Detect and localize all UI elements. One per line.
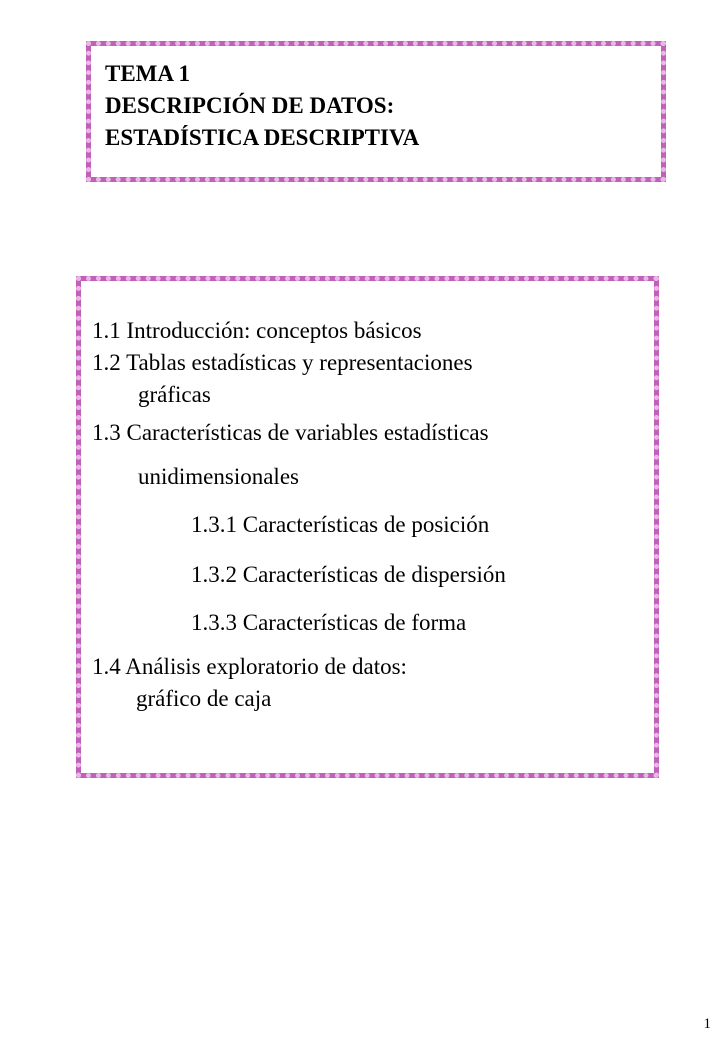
toc-item-1-3-1: 1.3.1 Características de posición	[191, 512, 490, 537]
toc-item-1-3: 1.3 Características de variables estadísticas	[92, 420, 489, 445]
page-number: 1	[703, 1016, 711, 1032]
toc-item-1-2-continuation: gráficas	[138, 382, 211, 407]
toc-item-1-2: 1.2 Tablas estadísticas y representaciones	[92, 350, 473, 375]
toc-item-1-4-continuation: gráfico de caja	[136, 686, 272, 711]
toc-item-1-3-continuation: unidimensionales	[138, 464, 299, 489]
toc-item-1-3-2: 1.3.2 Características de dispersión	[191, 562, 506, 587]
toc-item-1-3-3: 1.3.3 Características de forma	[191, 610, 467, 635]
toc-item-1-4: 1.4 Análisis exploratorio de datos:	[92, 654, 407, 679]
title-line-3: ESTADÍSTICA DESCRIPTIVA	[105, 125, 420, 150]
title-block	[105, 58, 419, 154]
title-line-2: DESCRIPCIÓN DE DATOS:	[105, 93, 395, 118]
toc-item-1-1: 1.1 Introducción: conceptos básicos	[92, 318, 422, 343]
title-box	[86, 41, 666, 182]
title-line-1: TEMA 1	[105, 61, 190, 86]
contents-box	[76, 276, 659, 778]
contents-list	[81, 281, 654, 773]
